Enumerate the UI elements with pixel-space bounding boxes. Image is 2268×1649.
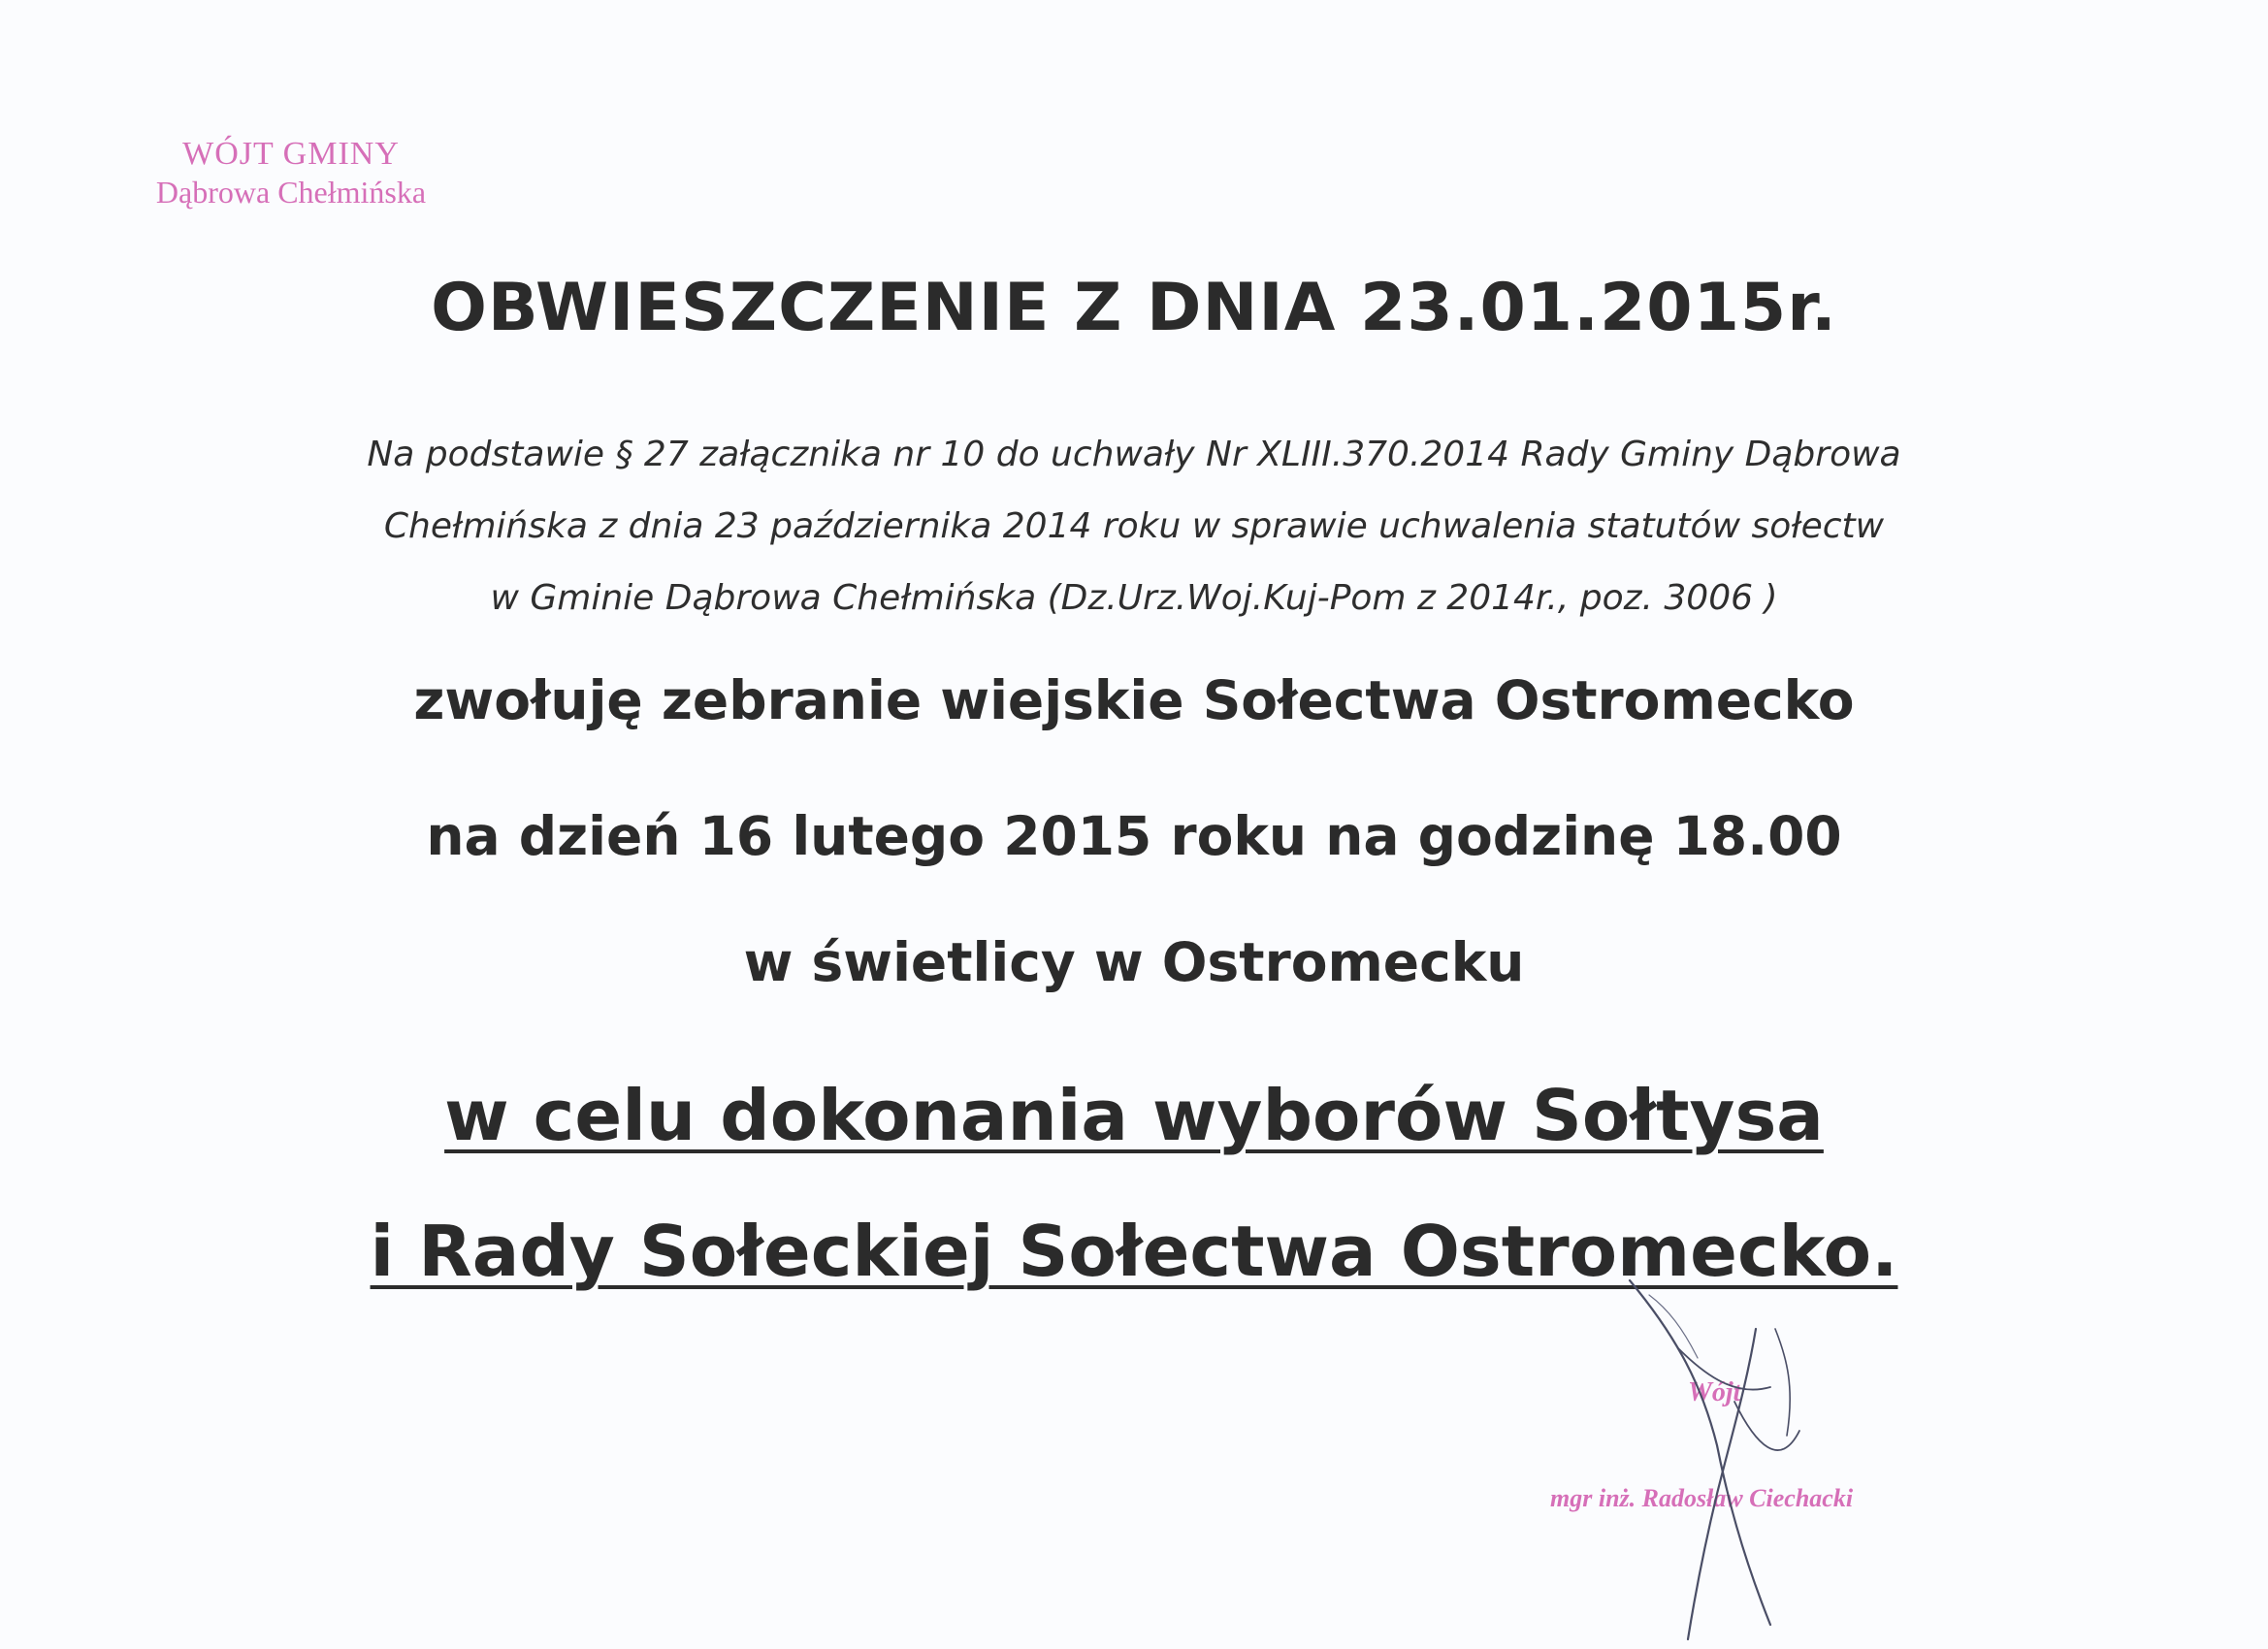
stamp-office-title: WÓJT GMINY: [182, 136, 400, 172]
legal-basis-line-1: Na podstawie § 27 załącznika nr 10 do uchwały Nr XLIII.370.2014 Rady Gminy Dąbrowa: [367, 435, 1901, 474]
meeting-purpose-line-1: w celu dokonania wyborów Sołtysa: [444, 1075, 1824, 1156]
notice-title: OBWIESZCZENIE Z DNIA 23.01.2015r.: [431, 270, 1837, 346]
signatory-title: Wójt: [1688, 1377, 1741, 1407]
meeting-call: zwołuję zebranie wiejskie Sołectwa Ostromecko: [413, 669, 1855, 731]
meeting-location: w świetlicy w Ostromecku: [743, 931, 1525, 993]
signatory-name: mgr inż. Radosław Ciechacki: [1550, 1484, 1854, 1512]
legal-basis-line-2: Chełmińska z dnia 23 października 2014 roku w sprawie uchwalenia statutów sołectw: [383, 506, 1885, 546]
stamp-municipality-name: Dąbrowa Chełmińska: [155, 175, 427, 210]
signature-block: [1533, 1358, 1940, 1649]
handwritten-signature-icon: [1533, 1271, 1940, 1649]
legal-basis-line-3: w Gminie Dąbrowa Chełmińska (Dz.Urz.Woj.Kuj-Pom z 2014r., poz. 3006 ): [490, 578, 1778, 618]
meeting-purpose-line-2: i Rady Sołeckiej Sołectwa Ostromecko.: [370, 1211, 1898, 1292]
meeting-date-time: na dzień 16 lutego 2015 roku na godzinę 18.00: [426, 805, 1842, 867]
office-stamp: [116, 134, 466, 212]
legal-basis: [0, 419, 2268, 634]
